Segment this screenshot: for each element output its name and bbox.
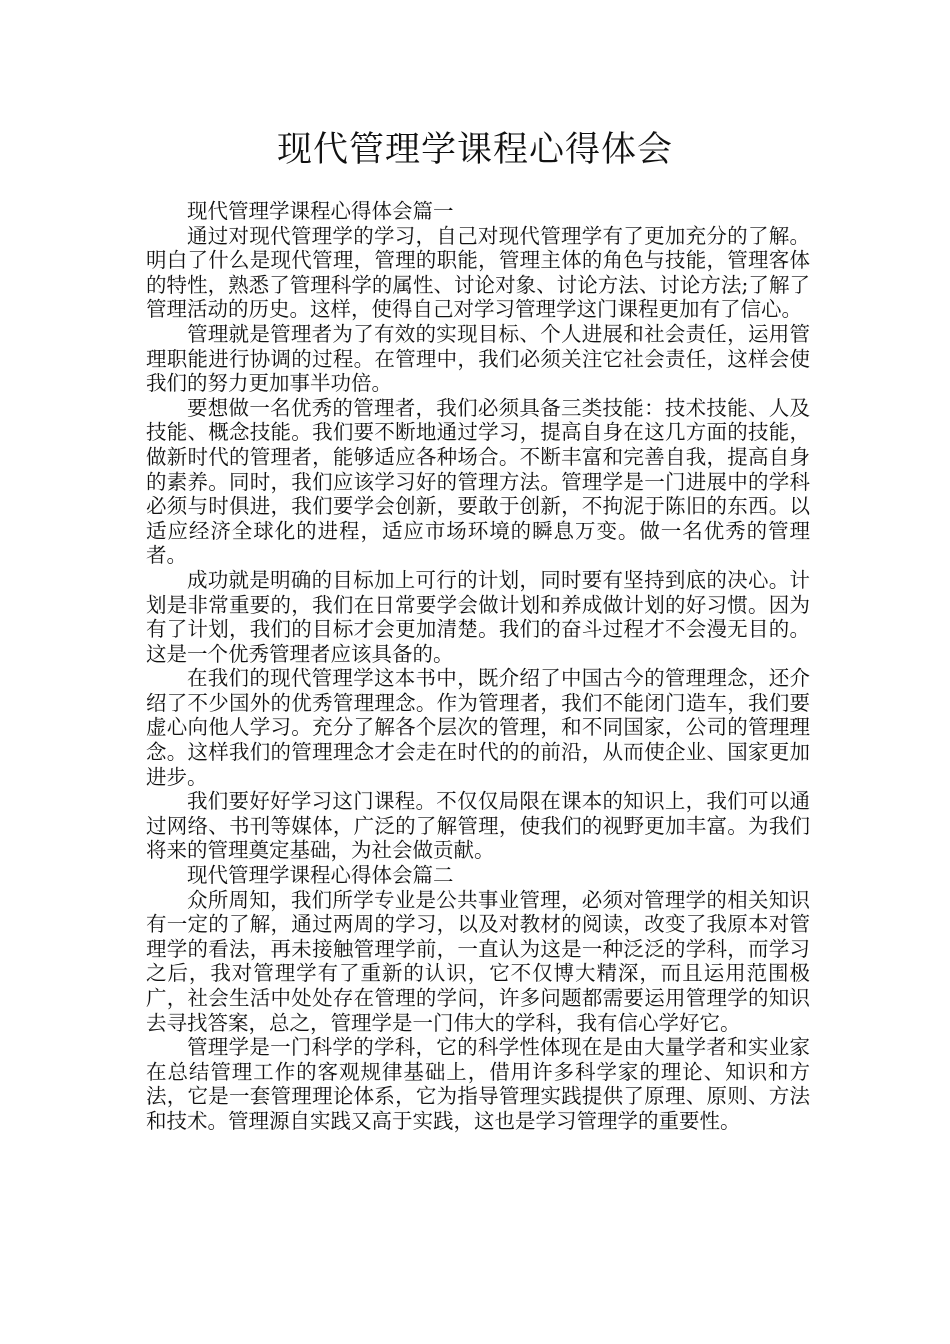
section-heading-1: 现代管理学课程心得体会篇一	[187, 199, 454, 223]
paragraph: 在我们的现代管理学这本书中，既介绍了中国古今的管理理念，还介绍了不少国外的优秀管理理念。作为管理者，我们不能闭门造车，我们要虚心向他人学习。充分了解各个层次的管理，和不同国家，公司的管理理念。这样我们的管理理念才会走在时代的的前沿，从而使企业、国家更加进步。	[146, 666, 810, 789]
document-title: 现代管理学课程心得体会	[276, 130, 673, 170]
document-body	[146, 199, 810, 1134]
section-heading-2: 现代管理学课程心得体会篇二	[187, 863, 454, 888]
paragraph: 众所周知，我们所学专业是公共事业管理，必须对管理学的相关知识有一定的了解，通过两周的学习，以及对教材的阅读，改变了我原本对管理学的看法，再未接触管理学前，一直认为这是一种泛泛的学科，而学习之后，我对管理学有了重新的认识，它不仅博大精深，而且运用范围极广，社会生活中处处存在管理的学问，许多问题都需要运用管理学的知识去寻找答案，总之，管理学是一门伟大的学科，我有信心学好它。	[146, 887, 810, 1035]
paragraph: 要想做一名优秀的管理者，我们必须具备三类技能：技术技能、人及技能、概念技能。我们要不断地通过学习，提高自身在这几方面的技能，做新时代的管理者，能够适应各种场合。不断丰富和完善自我，提高自身的素养。同时，我们应该学习好的管理方法。管理学是一门进展中的学科必须与时俱进，我们要学会创新，要敢于创新，不拘泥于陈旧的东西。以适应经济全球化的进程，适应市场环境的瞬息万变。做一名优秀的管理者。	[146, 395, 810, 568]
paragraph: 通过对现代管理学的学习，自己对现代管理学有了更加充分的了解。明白了什么是现代管理，管理的职能，管理主体的角色与技能，管理客体的特性，熟悉了管理科学的属性、讨论对象、讨论方法、讨论方法;了解了管理活动的历史。这样，使得自己对学习管理学这门课程更加有了信心。	[146, 223, 810, 322]
paragraph: 成功就是明确的目标加上可行的计划，同时要有坚持到底的决心。计划是非常重要的，我们在日常要学会做计划和养成做计划的好习惯。因为有了计划，我们的目标才会更加清楚。我们的奋斗过程才不会漫无目的。这是一个优秀管理者应该具备的。	[146, 567, 810, 666]
paragraph: 管理学是一门科学的学科，它的科学性体现在是由大量学者和实业家在总结管理工作的客观规律基础上，借用许多科学家的理论、知识和方法，它是一套管理理论体系，它为指导管理实践提供了原理、原则、方法和技术。管理源自实践又高于实践，这也是学习管理学的重要性。	[146, 1035, 810, 1133]
paragraph: 管理就是管理者为了有效的实现目标、个人进展和社会责任，运用管理职能进行协调的过程。在管理中，我们必须关注它社会责任，这样会使我们的努力更加事半功倍。	[146, 321, 810, 396]
paragraph: 我们要好好学习这门课程。不仅仅局限在课本的知识上，我们可以通过网络、书刊等媒体，广泛的了解管理，使我们的视野更加丰富。为我们将来的管理奠定基础，为社会做贡献。	[146, 789, 810, 863]
